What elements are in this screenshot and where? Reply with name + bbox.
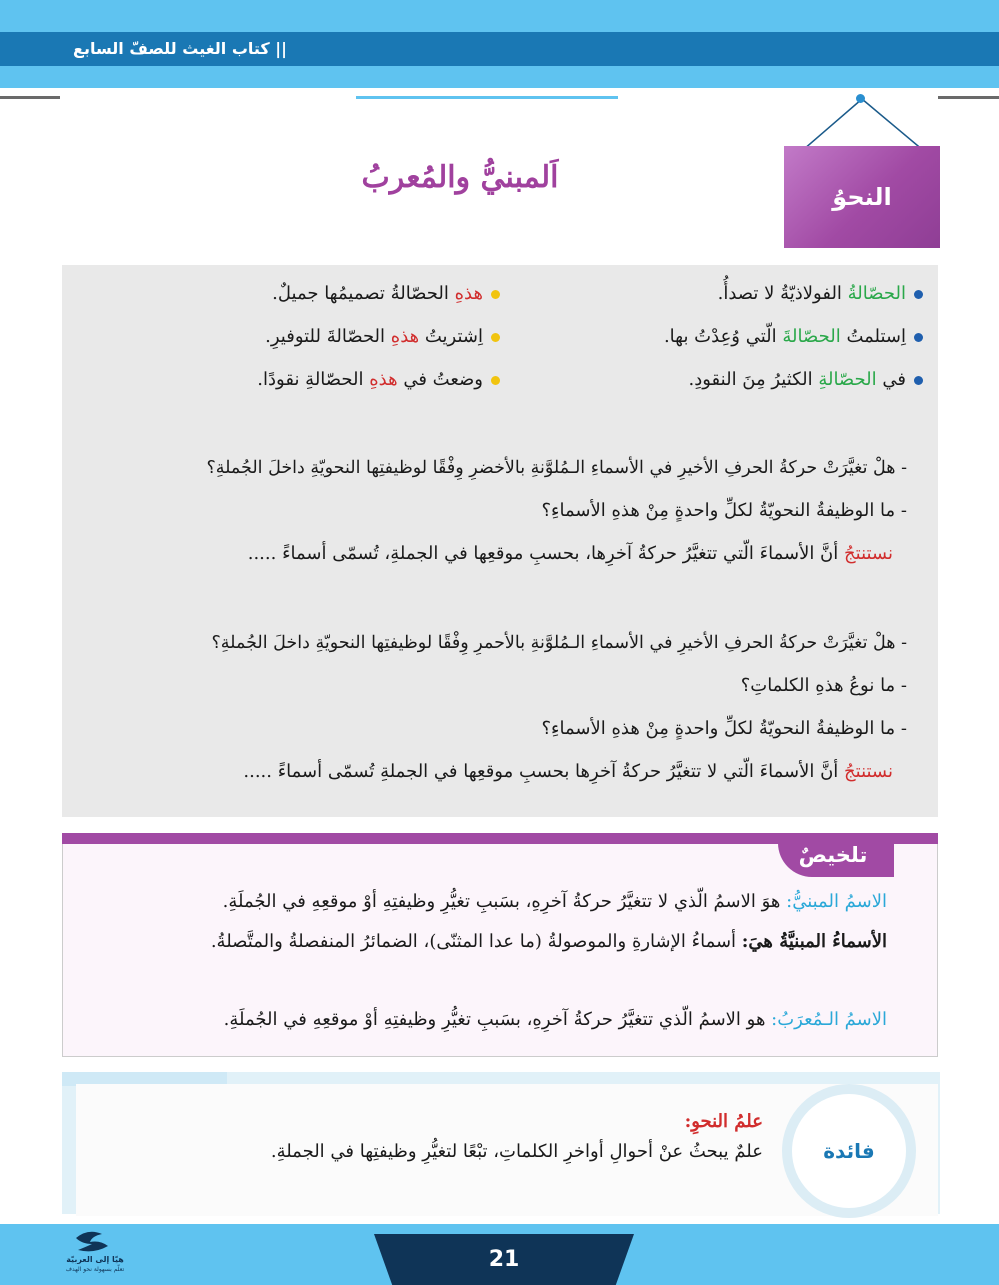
tip-title: علمُ النحوِ:	[684, 1111, 763, 1132]
bullet-icon	[491, 333, 500, 342]
divider-center	[356, 96, 618, 99]
example-sentence: في الحصّالةِ الكثيرُ مِنَ النقودِ.	[523, 366, 923, 394]
logo-text: هيّا إلى العربيّة	[66, 1255, 124, 1264]
bullet-icon	[914, 290, 923, 299]
conclusion: نستنتجُ أنَّ الأسماءَ الّتي لا تتغيَّرُ حركةُ آخرِها بحسبِ موقعِها في الجملةِ تُسمّى أسماءً .....	[243, 761, 893, 782]
conclusion-label: نستنتجُ	[844, 761, 893, 782]
green-noun: الحصّالةُ	[847, 283, 906, 304]
green-noun: الحصّالةَ	[782, 326, 841, 347]
red-word: هذهِ	[390, 326, 420, 347]
tip-badge-label: فائدة	[823, 1139, 875, 1163]
summary-line: الاسمُ المبنيُّ: هوَ الاسمُ الّذي لا تتغيَّرُ حركةُ آخرِهِ، بسَببِ تغيُّرِ وظيفتِهِ أوْ موقعِهِ في الجُملَةِ.	[222, 891, 887, 912]
summary-heading: تلخيصٌ	[798, 843, 868, 867]
example-sentence: هذهِ الحصّالةُ تصميمُها جميلٌ.	[100, 280, 500, 308]
summary-line: الاسمُ الـمُعرَبُ: هو الاسمُ الّذي تتغيَّرُ حركةُ آخرِهِ، بسَببِ تغيُّرِ وظيفتِهِ أوْ موقعِهِ في الجُملَةِ.	[223, 1009, 887, 1030]
logo-icon	[70, 1228, 114, 1256]
summary-content	[87, 888, 887, 1034]
page-number: 21	[488, 1247, 520, 1272]
summary-term: الاسمُ الـمُعرَبُ:	[771, 1009, 887, 1030]
green-noun: الحصّالةِ	[818, 369, 877, 390]
summary-term: الأسماءُ المبنيَّةُ هيَ:	[741, 931, 887, 952]
questions-red	[67, 629, 907, 786]
examples-left-column	[100, 280, 500, 394]
example-sentence: اِستلمتُ الحصّالةَ الّتي وُعِدْتُ بها.	[523, 323, 923, 351]
book-title: || كتاب الغيث للصفّ السابع	[73, 39, 287, 58]
divider-left	[0, 96, 60, 99]
bullet-icon	[914, 376, 923, 385]
example-sentence: الحصّالةُ الفولاذيّةُ لا تصدأُ.	[523, 280, 923, 308]
example-sentence: وضعتُ في هذهِ الحصّالةِ نقودًا.	[100, 366, 500, 394]
divider-right	[938, 96, 999, 99]
tip-content	[163, 1108, 763, 1166]
pin-icon	[856, 94, 865, 103]
red-word: هذهِ	[454, 283, 483, 304]
logo-subtext: تعلّم بسهولة نحو الهدف	[65, 1266, 125, 1273]
lesson-category: النحوُ	[832, 183, 892, 211]
question: - ما الوظيفةُ النحويّةُ لكلِّ واحدةٍ مِنْ هذهِ الأسماءِ؟	[541, 500, 907, 521]
examples-right-column	[523, 280, 923, 394]
conclusion-label: نستنتجُ	[844, 543, 893, 564]
conclusion: نستنتجُ أنَّ الأسماءَ الّتي تتغيَّرُ حركةُ آخرِها، بحسبِ موقعِها في الجملةِ، تُسمّى أسماءً .....	[247, 543, 893, 564]
summary-line: الأسماءُ المبنيَّةُ هيَ: أسماءُ الإشارةِ والموصولةُ (ما عدا المثنّى)، الضمائرُ المنفصلةُ والمتَّصلةُ.	[210, 931, 887, 952]
lesson-title: اَلمبنيُّ والمُعربُ	[361, 160, 559, 195]
summary-term: الاسمُ المبنيُّ:	[786, 891, 887, 912]
tip-text: علمٌ يبحثُ عنْ أحوالِ أواخرِ الكلماتِ، تبْعًا لتغيُّرِ وظيفتِها في الجملةِ.	[270, 1141, 763, 1162]
question: - ما الوظيفةُ النحويّةُ لكلِّ واحدةٍ مِنْ هذهِ الأسماءِ؟	[541, 718, 907, 739]
question: - ما نوعُ هذهِ الكلماتِ؟	[740, 675, 907, 696]
question: - هلْ تغيَّرَتْ حركةُ الحرفِ الأخيرِ في الأسماءِ الـمُلوَّنةِ بالأحمرِ وِفْقًا لوظيفتِها النحويّةِ داخلَ الجُملةِ؟	[211, 633, 907, 653]
example-sentence: اِشتريتُ هذهِ الحصّالةَ للتوفيرِ.	[100, 323, 500, 351]
question: - هلْ تغيَّرَتْ حركةُ الحرفِ الأخيرِ في الأسماءِ الـمُلوَّنةِ بالأخضرِ وِفْقًا لوظيفتِها النحويّةِ داخلَ الجُملةِ؟	[206, 458, 907, 478]
red-word: هذهِ	[369, 369, 398, 390]
bullet-icon	[914, 333, 923, 342]
questions-green	[67, 454, 907, 568]
bullet-icon	[491, 290, 500, 299]
bullet-icon	[491, 376, 500, 385]
